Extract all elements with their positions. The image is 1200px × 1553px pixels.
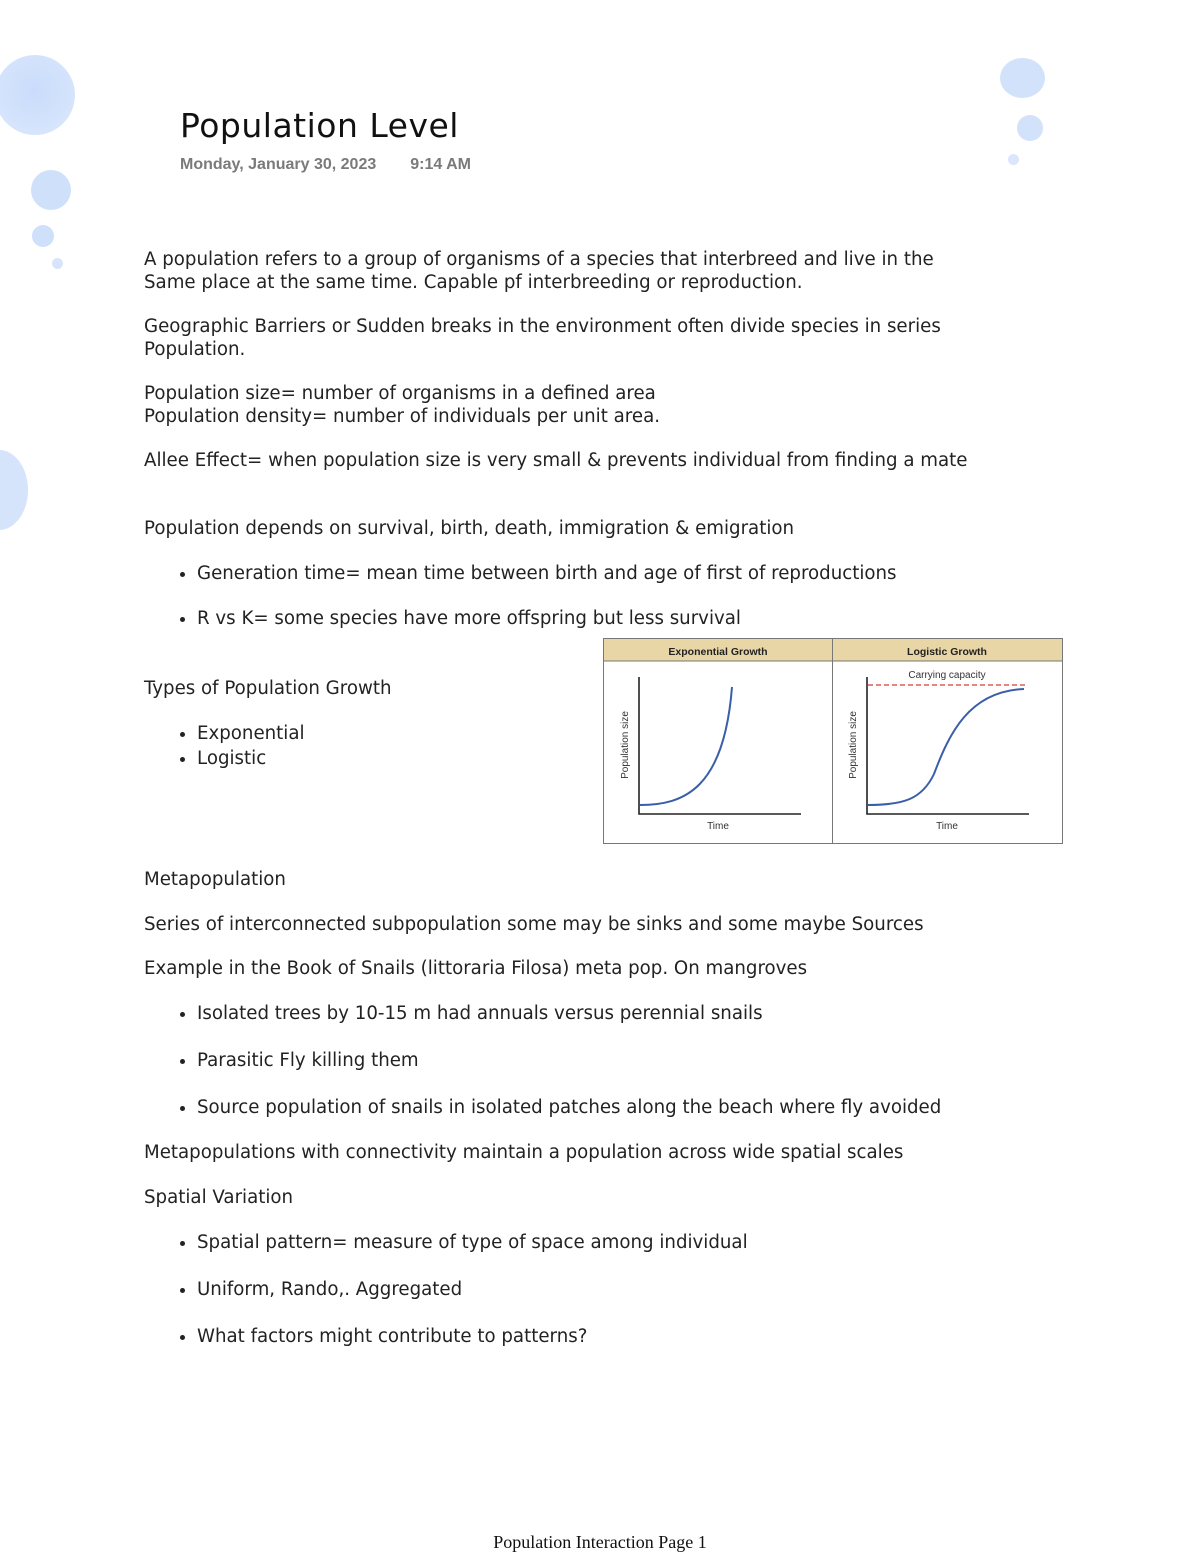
bullet-list xyxy=(144,1231,1024,1348)
list-item: • R vs K= some species have more offspring but less survival xyxy=(197,607,1024,630)
list-item: • What factors might contribute to patterns? xyxy=(197,1325,1024,1348)
bubble-decoration xyxy=(0,450,28,530)
bullet-list xyxy=(144,1002,1024,1119)
bubble-decoration xyxy=(1008,154,1019,165)
text-line: A population refers to a group of organisms of a species that interbreed and live in the xyxy=(144,249,934,270)
page-date: Monday, January 30, 2023 xyxy=(180,156,377,173)
text-line: Population density= number of individuals per unit area. xyxy=(144,406,660,427)
paragraph: Spatial Variation xyxy=(144,1187,294,1208)
left-axes xyxy=(639,677,801,814)
text-line: Population. xyxy=(144,339,246,360)
page-time: 9:14 AM xyxy=(410,156,472,173)
right-x-axis-label: Time xyxy=(936,821,958,832)
left-y-axis-label: Population size xyxy=(620,711,631,779)
logistic-curve xyxy=(868,689,1024,805)
bubble-decoration xyxy=(0,55,75,135)
paragraph: Types of Population Growth xyxy=(144,678,392,699)
right-axes xyxy=(867,677,1029,814)
paragraph: Population depends on survival, birth, death, immigration & emigration xyxy=(144,518,795,539)
list-item: • Isolated trees by 10-15 m had annuals versus perennial snails xyxy=(197,1002,1024,1025)
page-timestamp xyxy=(180,156,471,174)
right-panel-title: Logistic Growth xyxy=(907,646,987,658)
bubble-decoration xyxy=(31,170,71,210)
left-panel-title: Exponential Growth xyxy=(668,646,768,658)
text-line: Population size= number of organisms in a defined area xyxy=(144,383,656,404)
list-item: • Parasitic Fly killing them xyxy=(197,1049,1024,1072)
paragraph: Example in the Book of Snails (littoraria Filosa) meta pop. On mangroves xyxy=(144,958,808,979)
growth-curves-svg xyxy=(604,639,1062,843)
bullet-list xyxy=(144,562,1024,630)
paragraph xyxy=(144,382,1024,428)
growth-curves-figure xyxy=(603,638,1063,844)
bubble-decoration xyxy=(1000,58,1045,98)
list-item: • Spatial pattern= measure of type of space among individual xyxy=(197,1231,1024,1254)
list-item: • Exponential xyxy=(197,722,1024,745)
list-item: • Source population of snails in isolated patches along the beach where fly avoided xyxy=(197,1096,1024,1119)
paragraph xyxy=(144,315,1024,361)
paragraph: Metapopulations with connectivity maintain a population across wide spatial scales xyxy=(144,1142,904,1163)
carrying-capacity-label: Carrying capacity xyxy=(908,670,986,681)
bubble-decoration xyxy=(52,258,63,269)
text-line: Geographic Barriers or Sudden breaks in the environment often divide species in series xyxy=(144,316,941,337)
page-title: Population Level xyxy=(180,106,459,145)
bubble-decoration xyxy=(1017,115,1043,141)
paragraph: Series of interconnected subpopulation some may be sinks and some maybe Sources xyxy=(144,914,924,935)
left-x-axis-label: Time xyxy=(707,821,729,832)
paragraph: Metapopulation xyxy=(144,869,286,890)
page-footer: Population Interaction Page 1 xyxy=(493,1532,707,1552)
right-y-axis-label: Population size xyxy=(848,711,859,779)
text-line: Same place at the same time. Capable pf interbreeding or reproduction. xyxy=(144,272,803,293)
list-item: • Logistic xyxy=(197,747,1024,770)
exponential-curve xyxy=(640,687,732,805)
list-item: • Generation time= mean time between birth and age of first of reproductions xyxy=(197,562,1024,585)
bubble-decoration xyxy=(32,225,54,247)
list-item: • Uniform, Rando,. Aggregated xyxy=(197,1278,1024,1301)
paragraph xyxy=(144,248,1024,294)
paragraph: Allee Effect= when population size is very small & prevents individual from finding a mate xyxy=(144,450,968,471)
